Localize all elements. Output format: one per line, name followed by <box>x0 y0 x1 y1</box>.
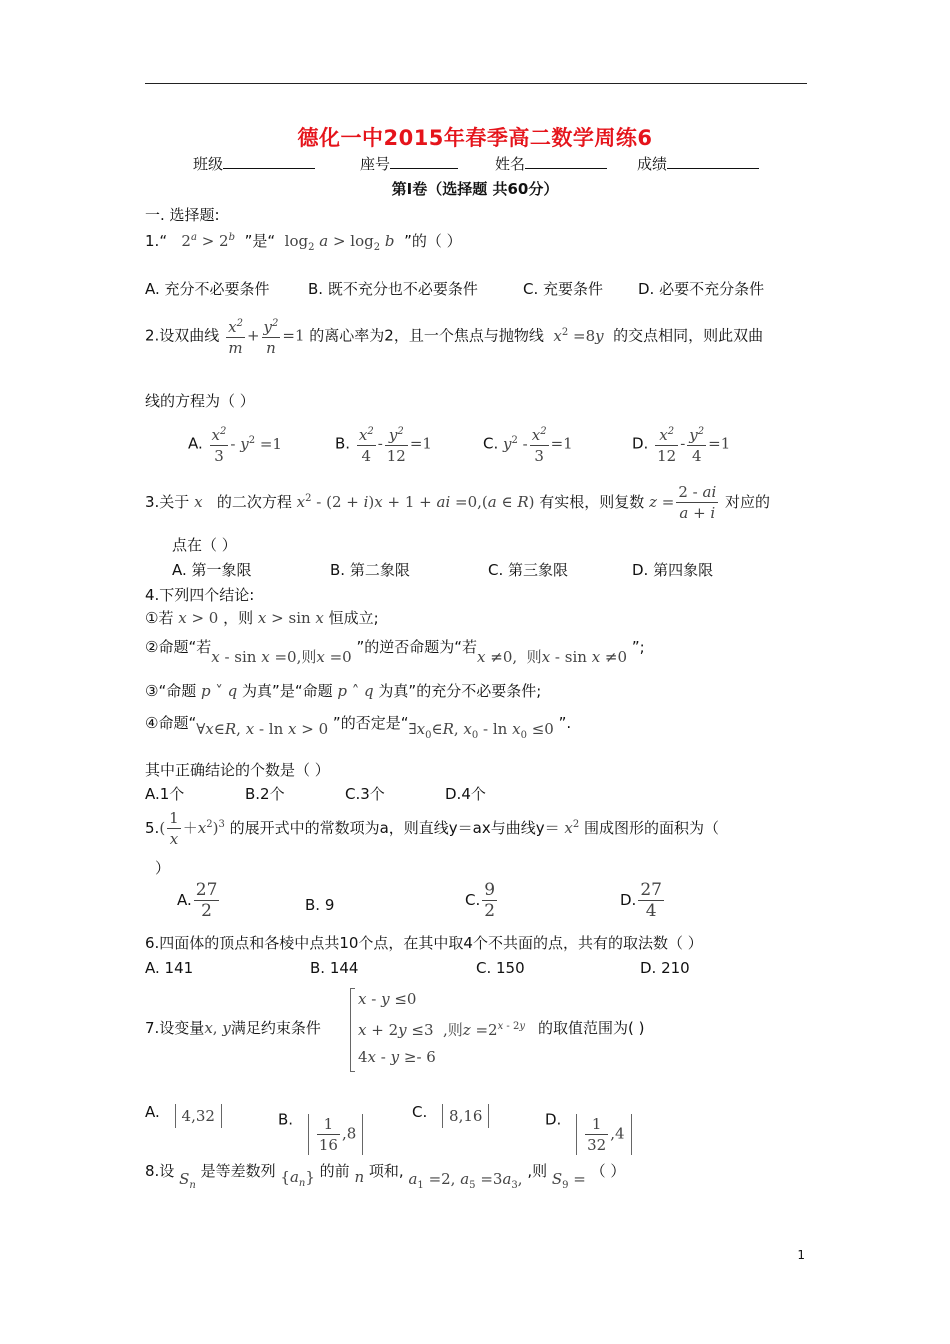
q3-choice-c[interactable]: C. 第三象限 <box>488 561 569 579</box>
q4-statement-4: ④命题“∀x∈R, x - ln x > 0 ”的否定是“$\exists x_0\in R$, $x_0 - \ln x_0 \le 0$ ”. <box>145 714 572 741</box>
q5-choice-c[interactable]: C. $\frac{9}{2}$ <box>465 880 496 921</box>
q7-stem-cont: 的取值范围为( ) <box>538 1019 645 1037</box>
q6-choice-d[interactable]: D. 210 <box>640 959 690 977</box>
q2-choice-c[interactable]: C. $y^2$ - $\frac{x^2}{3}$ =1 <box>483 422 573 466</box>
q5-stem-cont: ） <box>155 859 171 877</box>
score-field[interactable]: 成绩 <box>637 153 759 174</box>
q4-statement-2: ②命题“若x - sin x =0,则x =0 ”的逆否命题为“若x ≠0, 则x - sin x ≠0 ”; <box>145 638 645 666</box>
q4-choice-d[interactable]: D.4个 <box>445 785 486 803</box>
q3-choice-b[interactable]: B. 第二象限 <box>330 561 410 579</box>
name-field[interactable]: 姓名 <box>495 153 607 174</box>
q1-choice-b[interactable]: B. 既不充分也不必要条件 <box>308 280 478 298</box>
q4-choice-b[interactable]: B.2个 <box>245 785 285 803</box>
question-3: 3.关于 x 的二次方程 $x^2 - (2 + i)x + 1$ + ai =0,(a ∈ R) 有实根，则复数 z = $\frac{2 - ai}{a + i}$ 对应的 <box>145 483 771 522</box>
q5-choice-a[interactable]: A. $\frac{27}{2}$ <box>177 880 218 921</box>
q3-choice-a[interactable]: A. 第一象限 <box>172 561 252 579</box>
q2-choice-d[interactable]: D. $\frac{x^2}{12}$ - $\frac{y^2}{4}$ =1 <box>632 422 730 466</box>
q5-choice-d[interactable]: D. $\frac{27}{4}$ <box>620 880 662 921</box>
section-heading: 一. 选择题: <box>145 206 220 224</box>
class-field[interactable]: 班级 <box>193 153 315 174</box>
constraint-1: x - y ≤0 <box>358 990 417 1008</box>
q2-choice-a[interactable]: A. $\frac{x^2}{3}$ - $y^2 =1$ <box>188 422 282 466</box>
q6-choice-c[interactable]: C. 150 <box>476 959 525 977</box>
q4-question: 其中正确结论的个数是（ ） <box>145 761 330 779</box>
constraint-2: x + 2y ≤3 ,则$z =2^{x - 2y}$ <box>358 1021 525 1039</box>
q6-choice-a[interactable]: A. 141 <box>145 959 194 977</box>
question-4: 4.下列四个结论: <box>145 586 255 604</box>
page-number: 1 <box>797 1248 805 1262</box>
q4-statement-1: ①若 x > 0 ，则 x > sin x 恒成立; <box>145 609 379 627</box>
q4-statement-3: ③“命题 p ˅ q 为真”是“命题 p ˄ q 为真”的充分不必要条件; <box>145 682 542 700</box>
q3-stem-cont: 点在（ ） <box>172 536 237 554</box>
q7-choice-b[interactable]: B. $\frac{1}{16}$ ,8 <box>278 1100 363 1141</box>
q3-choice-d[interactable]: D. 第四象限 <box>632 561 714 579</box>
question-2: 2.设双曲线 $\frac{x^2}{m}$ + $\frac{y^2}{n}$ =1 的离心率为2，且一个焦点与抛物线 $x^2 =8y$ 的交点相同，则此双曲 <box>145 314 763 358</box>
q7-choice-a[interactable]: A. 4,32 <box>145 1100 222 1124</box>
volume-heading: 第Ⅰ卷（选择题 共60分） <box>391 180 559 198</box>
q4-choice-a[interactable]: A.1个 <box>145 785 185 803</box>
q1-choice-d[interactable]: D. 必要不充分条件 <box>638 280 765 298</box>
question-6: 6.四面体的顶点和各棱中点共10个点，在其中取4个不共面的点，共有的取法数（ ） <box>145 934 703 952</box>
q4-choice-c[interactable]: C.3个 <box>345 785 385 803</box>
constraint-3: 4x - y ≥- 6 <box>358 1048 436 1066</box>
constraint-brace <box>350 988 355 1072</box>
header-rule <box>145 83 807 84</box>
q6-choice-b[interactable]: B. 144 <box>310 959 359 977</box>
q1-choice-c[interactable]: C. 充要条件 <box>523 280 604 298</box>
seat-field[interactable]: 座号 <box>360 153 458 174</box>
exam-title: 德化一中2015年春季高二数学周练6 <box>297 126 653 150</box>
q5-choice-b[interactable]: B. 9 <box>305 896 335 914</box>
q2-stem-cont: 线的方程为（ ） <box>145 392 255 410</box>
question-7: 7.设变量x, y满足约束条件 <box>145 1019 321 1037</box>
q1-choice-a[interactable]: A. 充分不必要条件 <box>145 280 270 298</box>
question-1: 1.“ $2^a > 2^b$ ”是“ $\log_2 a > \log_2 b$ ”的（ ） <box>145 232 462 253</box>
question-5: 5.( $\frac{1}{x}$ $+x^2)^3$ 的展开式中的常数项为a，则直线y＝ax与曲线$y= x^2$ 围成图形的面积为（ <box>145 809 720 848</box>
q7-choice-c[interactable]: C. 8,16 <box>412 1100 489 1124</box>
q7-choice-d[interactable]: D. $\frac{1}{32}$ ,4 <box>545 1100 632 1141</box>
question-8: 8.设 $S_n$ 是等差数列 $\{a_n\}$ 的前 n 项和, $a_1 =2$, $a_5 =3a_3$, ,则 $S_9$ = （ ） <box>145 1162 626 1191</box>
q2-choice-b[interactable]: B. $\frac{x^2}{4}$ - $\frac{y^2}{12}$ =1 <box>335 422 432 466</box>
